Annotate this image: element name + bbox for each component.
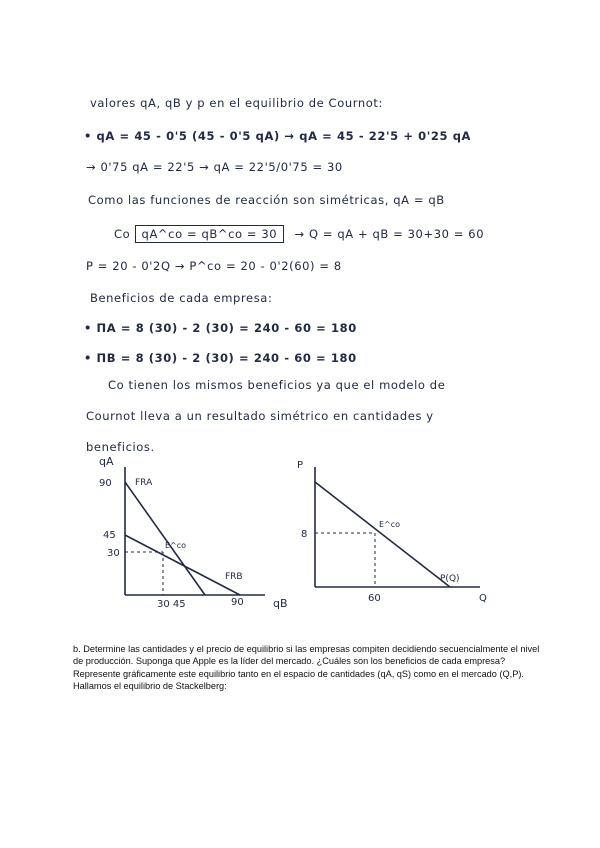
right-tick-60: 60 — [368, 593, 381, 604]
left-tick-30-45-x: 30 45 — [157, 599, 186, 610]
conclusion-line-1: Co tienen los mismos beneficios ya que el modelo de — [108, 378, 446, 392]
demand-curve — [315, 482, 450, 587]
solve-qa-line: → 0'75 qA = 22'5 → qA = 22'5/0'75 = 30 — [86, 160, 343, 174]
quantities-boxed-result: qA^co = qB^co = 30 — [135, 225, 285, 243]
left-tick-90-x: 90 — [231, 597, 244, 608]
right-equilibrium-label: E^co — [379, 520, 401, 529]
cournot-intro-line: valores qA, qB y p en el equilibrio de Cournot: — [90, 96, 383, 110]
question-b-text: b. Determine las cantidades y el precio de equilibrio si las empresas compiten decidiendo secuencialmente el nivel de producción. Suponga que Apple es la líder del mercado. ¿Cuáles son los beneficios de cada empresa? Represente gráficamente este equilibrio tanto en el espacio de cantidades (qA, qS) como en el mercado (Q,P). — [73, 644, 540, 679]
profit-b-line: • ΠB = 8 (30) - 2 (30) = 240 - 60 = 180 — [84, 351, 357, 365]
left-tick-30-y: 30 — [107, 548, 120, 559]
right-x-axis-label: Q — [479, 593, 487, 604]
left-x-axis-label: qB — [273, 597, 288, 610]
demand-label: P(Q) — [440, 574, 460, 584]
stackelberg-line: Hallamos el equilibrio de Stackelberg: — [73, 681, 227, 692]
reaction-curve-a — [125, 482, 205, 595]
fra-label: FRA — [135, 478, 153, 488]
printed-section — [73, 643, 543, 693]
price-line: P = 20 - 0'2Q → P^co = 20 - 0'2(60) = 8 — [86, 259, 342, 273]
conclusion-line-3: beneficios. — [86, 440, 155, 454]
symmetry-line: Como las funciones de reacción son simétricas, qA = qB — [88, 193, 445, 207]
cournot-quantities-line — [114, 225, 484, 243]
reaction-substitution-line: • qA = 45 - 0'5 (45 - 0'5 qA) → qA = 45 - 22'5 + 0'25 qA — [84, 129, 472, 143]
total-quantity: → Q = qA + qB = 30+30 = 60 — [294, 227, 485, 241]
right-y-axis-label: P — [297, 460, 304, 471]
left-tick-90-y: 90 — [99, 478, 112, 489]
conclusion-line-2: Cournot lleva a un resultado simétrico en cantidades y — [86, 409, 434, 423]
left-y-axis-label: qA — [99, 455, 114, 468]
quantities-prefix: Co — [114, 227, 131, 241]
right-tick-8: 8 — [301, 529, 308, 540]
profit-a-line: • ΠA = 8 (30) - 2 (30) = 240 - 60 = 180 — [84, 321, 357, 335]
left-tick-45-y: 45 — [103, 530, 116, 541]
market-graph — [295, 455, 505, 615]
reaction-functions-graph — [85, 455, 295, 615]
profits-heading: Beneficios de cada empresa: — [90, 291, 273, 305]
frb-label: FRB — [225, 572, 243, 582]
left-equilibrium-label: E^co — [165, 541, 187, 550]
